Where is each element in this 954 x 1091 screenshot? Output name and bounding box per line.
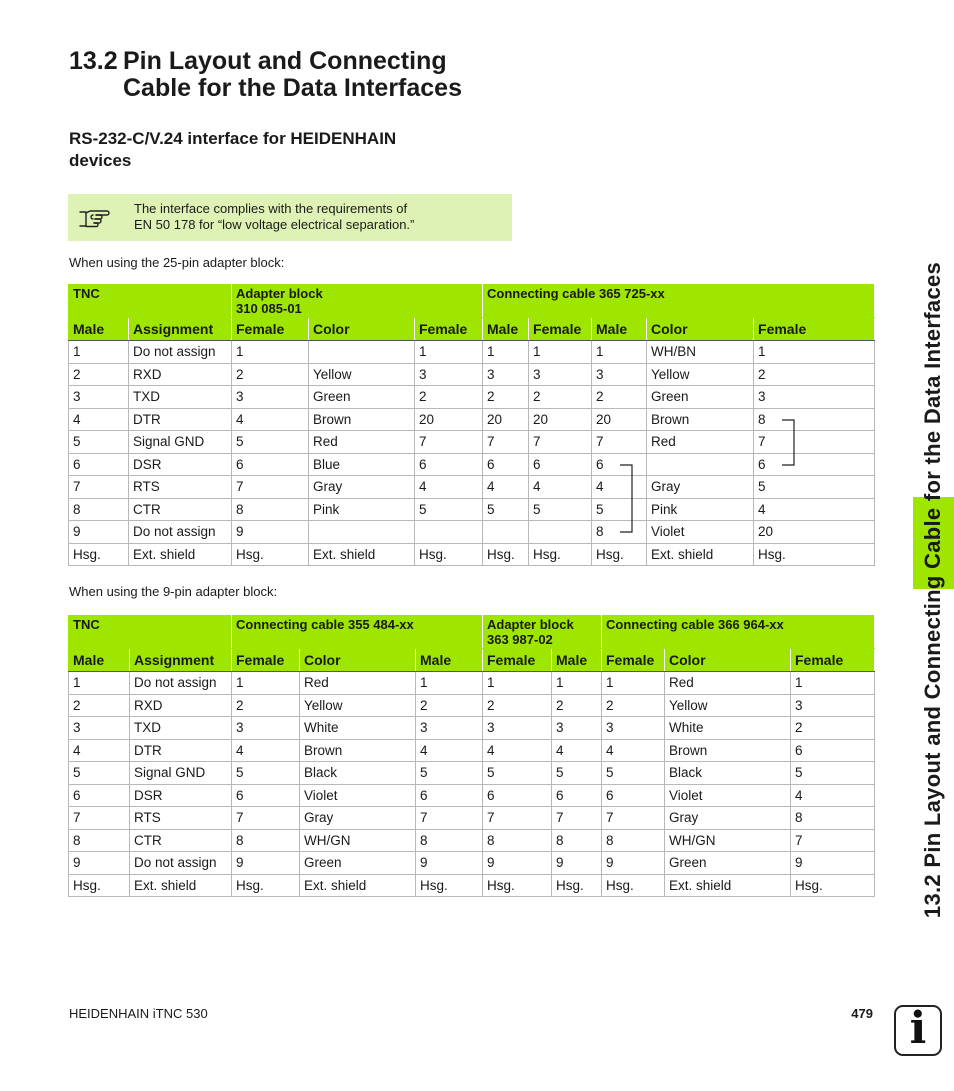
table-cell: 1 (232, 672, 300, 695)
table-row (69, 874, 875, 897)
table-cell: Pink (309, 498, 415, 521)
column-header-row (69, 318, 875, 341)
table-cell: 8 (602, 829, 665, 852)
table-cell: 6 (232, 453, 309, 476)
table-cell: 4 (791, 784, 875, 807)
table-cell: 2 (602, 694, 665, 717)
table-cell (415, 521, 483, 544)
table-cell: Black (300, 762, 416, 785)
table-cell: 1 (754, 341, 875, 364)
table-cell: 3 (416, 717, 483, 740)
table-cell: CTR (129, 498, 232, 521)
pointing-hand-icon (78, 203, 110, 231)
table-cell: 8 (69, 829, 130, 852)
table-cell: 6 (415, 453, 483, 476)
table-cell: 7 (415, 431, 483, 454)
table-cell: 3 (552, 717, 602, 740)
table-row (69, 431, 875, 454)
column-header-row (69, 649, 875, 672)
table-cell: 8 (483, 829, 552, 852)
table-cell: Violet (665, 784, 791, 807)
table-cell: 5 (416, 762, 483, 785)
column-header: Female (232, 649, 300, 672)
table-cell: WH/GN (665, 829, 791, 852)
title-line-1: Pin Layout and Connecting (123, 47, 447, 75)
subsection-title-line-2: devices (69, 151, 132, 170)
table-cell (309, 341, 415, 364)
side-running-title: 13.2 Pin Layout and Connecting Cable for the Data Interfaces (920, 261, 945, 919)
table-cell: 3 (415, 363, 483, 386)
table-cell: Do not assign (129, 521, 232, 544)
table-cell: 1 (69, 341, 129, 364)
table-cell: Brown (309, 408, 415, 431)
table-cell: 4 (232, 408, 309, 431)
table-cell: White (300, 717, 416, 740)
table-cell: Yellow (309, 363, 415, 386)
table-cell: 6 (592, 453, 647, 476)
table-cell: 7 (791, 829, 875, 852)
table-cell: RXD (130, 694, 232, 717)
table-cell: 4 (483, 739, 552, 762)
group-header (69, 284, 232, 318)
group-header-line-2 (606, 632, 870, 648)
table-cell: 7 (232, 807, 300, 830)
table-cell: Ext. shield (300, 874, 416, 897)
table-cell: 7 (592, 431, 647, 454)
group-header (483, 615, 602, 649)
table-row (69, 694, 875, 717)
table-cell: Hsg. (483, 874, 552, 897)
table-cell: 7 (754, 431, 875, 454)
table-cell: 4 (592, 476, 647, 499)
footer-product: HEIDENHAIN iTNC 530 (69, 1006, 208, 1021)
table-cell: 6 (754, 453, 875, 476)
table-cell: Hsg. (232, 543, 309, 566)
table-cell: 20 (754, 521, 875, 544)
table-cell: TXD (129, 386, 232, 409)
table-cell: 3 (69, 717, 130, 740)
table-cell: 6 (483, 784, 552, 807)
table-cell: 2 (592, 386, 647, 409)
caption-9-pin: When using the 9-pin adapter block: (69, 584, 278, 599)
table-cell: 8 (416, 829, 483, 852)
table-cell: 1 (232, 341, 309, 364)
table-cell: 3 (529, 363, 592, 386)
table-cell: 7 (552, 807, 602, 830)
table-cell: 9 (416, 852, 483, 875)
column-header: Male (592, 318, 647, 341)
table-cell: 3 (483, 717, 552, 740)
table-cell: 5 (754, 476, 875, 499)
table-cell (483, 521, 529, 544)
table-cell: Green (665, 852, 791, 875)
column-header: Female (483, 649, 552, 672)
table-cell: 9 (602, 852, 665, 875)
table-cell: Violet (647, 521, 754, 544)
table-row (69, 852, 875, 875)
column-header: Male (552, 649, 602, 672)
table-cell: 2 (232, 363, 309, 386)
group-header-line-2: 363 987-02 (487, 632, 553, 647)
column-header: Male (69, 649, 130, 672)
table-cell: 7 (69, 476, 129, 499)
table-cell: 4 (552, 739, 602, 762)
table-cell: Yellow (300, 694, 416, 717)
table-cell: 20 (529, 408, 592, 431)
table-cell: Green (300, 852, 416, 875)
table-cell: Ext. shield (130, 874, 232, 897)
table-cell: 9 (69, 852, 130, 875)
table-cell: Green (309, 386, 415, 409)
table-cell: Hsg. (483, 543, 529, 566)
table-cell: Hsg. (69, 543, 129, 566)
column-header: Assignment (130, 649, 232, 672)
table-cell: 4 (416, 739, 483, 762)
table-cell: Green (647, 386, 754, 409)
group-header-row (69, 284, 875, 318)
table-cell: 2 (232, 694, 300, 717)
table-cell: 9 (232, 521, 309, 544)
table-row (69, 829, 875, 852)
table-cell: 5 (602, 762, 665, 785)
table-cell: TXD (130, 717, 232, 740)
table-cell: 8 (592, 521, 647, 544)
table-cell: 2 (483, 694, 552, 717)
table-cell: DTR (130, 739, 232, 762)
table-cell: 3 (232, 717, 300, 740)
column-header: Color (665, 649, 791, 672)
table-cell: Red (665, 672, 791, 695)
table-cell: 8 (69, 498, 129, 521)
table-cell: 1 (791, 672, 875, 695)
title-line-2: Cable for the Data Interfaces (123, 74, 462, 102)
group-header-line-1: Connecting cable 355 484-xx (236, 617, 414, 632)
table-cell: 2 (416, 694, 483, 717)
column-header: Female (529, 318, 592, 341)
subsection-title-line-1: RS-232-C/V.24 interface for HEIDENHAIN (69, 129, 397, 148)
table-cell: Gray (300, 807, 416, 830)
table-row (69, 498, 875, 521)
page-title (69, 48, 462, 102)
table-row (69, 408, 875, 431)
table-cell: Hsg. (415, 543, 483, 566)
group-header-line-1: Adapter block (487, 617, 574, 632)
table-row (69, 784, 875, 807)
table-cell: Hsg. (754, 543, 875, 566)
table-row (69, 476, 875, 499)
table-cell: Pink (647, 498, 754, 521)
table-cell: 3 (602, 717, 665, 740)
table-cell: 5 (483, 498, 529, 521)
table-cell: 1 (483, 672, 552, 695)
table-cell: 2 (529, 386, 592, 409)
group-header (232, 284, 483, 318)
table-cell: 2 (754, 363, 875, 386)
column-header: Male (69, 318, 129, 341)
table-cell: 4 (754, 498, 875, 521)
table-cell: 1 (69, 672, 130, 695)
table-cell: Red (647, 431, 754, 454)
table-cell: Ext. shield (647, 543, 754, 566)
table-row (69, 717, 875, 740)
table-cell: 20 (592, 408, 647, 431)
table-cell: 7 (232, 476, 309, 499)
column-header: Color (647, 318, 754, 341)
note-text-line-2: EN 50 178 for “low voltage electrical separation.” (134, 217, 415, 232)
table-cell: Red (300, 672, 416, 695)
table-cell (647, 453, 754, 476)
group-header (483, 284, 875, 318)
table-cell: Brown (300, 739, 416, 762)
table-row (69, 672, 875, 695)
table-cell: 20 (483, 408, 529, 431)
table-cell: 20 (415, 408, 483, 431)
table-cell: RXD (129, 363, 232, 386)
table-row (69, 341, 875, 364)
group-header-line-2 (73, 301, 227, 317)
table-cell: White (665, 717, 791, 740)
group-header (232, 615, 483, 649)
table-cell: Signal GND (130, 762, 232, 785)
group-header-line-2: 310 085-01 (236, 301, 302, 316)
table-cell: 4 (415, 476, 483, 499)
table-cell: 7 (483, 431, 529, 454)
table-cell: 6 (483, 453, 529, 476)
table-row (69, 521, 875, 544)
table-cell: Hsg. (416, 874, 483, 897)
table-cell: 7 (602, 807, 665, 830)
table-cell: 5 (69, 431, 129, 454)
table-cell: RTS (130, 807, 232, 830)
table-cell: Gray (665, 807, 791, 830)
table-cell: 2 (415, 386, 483, 409)
group-header (69, 615, 232, 649)
section-number: 13.2 (69, 47, 118, 75)
column-header: Female (791, 649, 875, 672)
table-cell: 6 (529, 453, 592, 476)
table-cell: 5 (415, 498, 483, 521)
table-row (69, 453, 875, 476)
table-cell: Hsg. (602, 874, 665, 897)
table-row (69, 386, 875, 409)
page-number: 479 (851, 1006, 873, 1021)
table-cell: 9 (483, 852, 552, 875)
table-cell: 6 (69, 453, 129, 476)
group-header-line-1: TNC (73, 617, 100, 632)
table-cell: 7 (416, 807, 483, 830)
table-cell: 4 (529, 476, 592, 499)
table-cell: Brown (665, 739, 791, 762)
table-cell: 8 (754, 408, 875, 431)
table-cell: 5 (483, 762, 552, 785)
table-cell: DSR (130, 784, 232, 807)
table-cell: 1 (552, 672, 602, 695)
table-cell: Hsg. (592, 543, 647, 566)
table-cell: 3 (754, 386, 875, 409)
table-cell: 1 (415, 341, 483, 364)
table-cell: DTR (129, 408, 232, 431)
column-header: Male (483, 318, 529, 341)
table-cell: 5 (552, 762, 602, 785)
info-glyph: i (909, 1003, 927, 1054)
column-header: Color (300, 649, 416, 672)
note-box (68, 194, 512, 241)
group-header-line-1: Adapter block (236, 286, 323, 301)
group-header-line-1: TNC (73, 286, 100, 301)
table-cell: 8 (791, 807, 875, 830)
table-cell: Hsg. (69, 874, 130, 897)
table-cell: 1 (416, 672, 483, 695)
table-cell: 6 (791, 739, 875, 762)
table-cell: 9 (69, 521, 129, 544)
pin-table-25 (68, 283, 875, 566)
table-cell: WH/BN (647, 341, 754, 364)
table-cell: Violet (300, 784, 416, 807)
table-cell: Gray (309, 476, 415, 499)
column-header: Color (309, 318, 415, 341)
table-cell: Ext. shield (309, 543, 415, 566)
table-cell: 4 (69, 408, 129, 431)
table-cell: 1 (529, 341, 592, 364)
table-cell: 3 (232, 386, 309, 409)
group-header-line-2 (487, 301, 870, 317)
table-cell (309, 521, 415, 544)
table-cell: CTR (130, 829, 232, 852)
group-header-row (69, 615, 875, 649)
column-header: Female (232, 318, 309, 341)
table-cell: Blue (309, 453, 415, 476)
table-cell: Gray (647, 476, 754, 499)
table-cell: 5 (791, 762, 875, 785)
table-cell: 5 (529, 498, 592, 521)
group-header-line-2 (236, 632, 478, 648)
table-cell: 9 (791, 852, 875, 875)
table-cell: Ext. shield (665, 874, 791, 897)
column-header: Female (754, 318, 875, 341)
table-cell: 5 (592, 498, 647, 521)
table-cell: 2 (69, 694, 130, 717)
column-header: Female (602, 649, 665, 672)
table-cell: 6 (69, 784, 130, 807)
table-cell: Black (665, 762, 791, 785)
table-cell: Do not assign (129, 341, 232, 364)
table-row (69, 762, 875, 785)
table-cell: Hsg. (552, 874, 602, 897)
table-cell: 3 (791, 694, 875, 717)
table-cell: Brown (647, 408, 754, 431)
table-row (69, 363, 875, 386)
table-cell: Ext. shield (129, 543, 232, 566)
table-cell: Red (309, 431, 415, 454)
table-cell: 5 (232, 762, 300, 785)
table-cell: Do not assign (130, 672, 232, 695)
info-icon (894, 1005, 942, 1056)
caption-25-pin: When using the 25-pin adapter block: (69, 255, 285, 270)
table-cell: 6 (602, 784, 665, 807)
table-cell: 4 (232, 739, 300, 762)
column-header: Female (415, 318, 483, 341)
table-cell: 3 (69, 386, 129, 409)
table-cell: Hsg. (529, 543, 592, 566)
table-cell: 7 (483, 807, 552, 830)
table-cell: Hsg. (791, 874, 875, 897)
table-cell: 2 (483, 386, 529, 409)
table-cell: 7 (69, 807, 130, 830)
table-cell: WH/GN (300, 829, 416, 852)
table-cell: 1 (592, 341, 647, 364)
table-cell: 2 (69, 363, 129, 386)
table-cell: 3 (483, 363, 529, 386)
pin-table-9 (68, 614, 875, 897)
group-header (602, 615, 875, 649)
table-cell: 3 (592, 363, 647, 386)
table-cell: DSR (129, 453, 232, 476)
table-cell: 9 (552, 852, 602, 875)
table-cell: 5 (69, 762, 130, 785)
table-cell: 9 (232, 852, 300, 875)
group-header-line-1: Connecting cable 365 725-xx (487, 286, 665, 301)
group-header-line-2 (73, 632, 227, 648)
group-header-line-1: Connecting cable 366 964-xx (606, 617, 784, 632)
table-cell: 8 (232, 498, 309, 521)
table-cell: 8 (232, 829, 300, 852)
table-cell: 4 (602, 739, 665, 762)
table-row (69, 543, 875, 566)
note-text-line-1: The interface complies with the requirements of (134, 201, 408, 216)
table-cell: Hsg. (232, 874, 300, 897)
table-cell (529, 521, 592, 544)
table-cell: 2 (552, 694, 602, 717)
column-header: Male (416, 649, 483, 672)
table-cell: 1 (602, 672, 665, 695)
table-cell: 5 (232, 431, 309, 454)
table-cell: 7 (529, 431, 592, 454)
table-cell: 6 (552, 784, 602, 807)
subsection-title (69, 128, 489, 172)
table-row (69, 739, 875, 762)
table-cell: RTS (129, 476, 232, 499)
table-cell: 2 (791, 717, 875, 740)
table-cell: 6 (416, 784, 483, 807)
table-cell: 6 (232, 784, 300, 807)
table-cell: 1 (483, 341, 529, 364)
column-header: Assignment (129, 318, 232, 341)
table-cell: Yellow (665, 694, 791, 717)
table-cell: 4 (483, 476, 529, 499)
table-cell: Signal GND (129, 431, 232, 454)
table-cell: 8 (552, 829, 602, 852)
table-cell: Do not assign (130, 852, 232, 875)
note-text (134, 201, 414, 233)
table-cell: Yellow (647, 363, 754, 386)
table-cell: 4 (69, 739, 130, 762)
table-row (69, 807, 875, 830)
